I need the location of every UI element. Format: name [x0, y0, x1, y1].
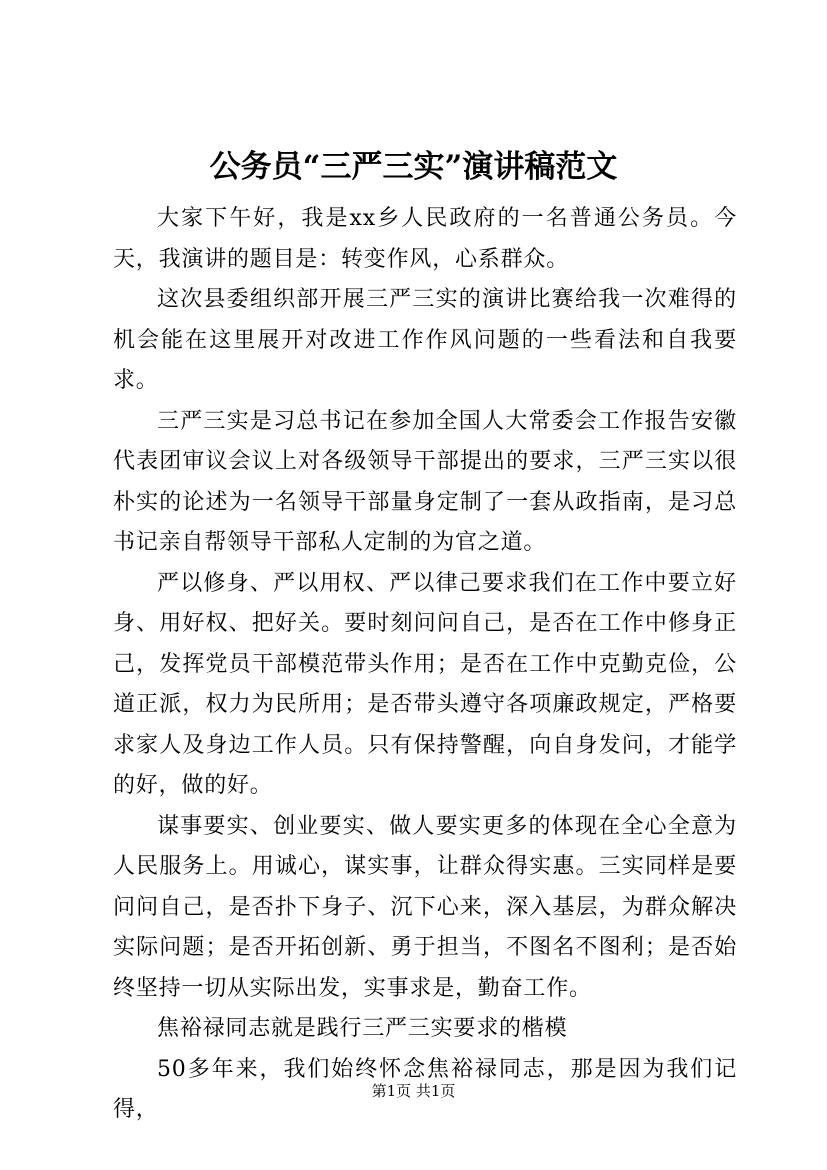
paragraph-1: 大家下午好，我是xx乡人民政府的一名普通公务员。今天，我演讲的题目是：转变作风，心系群众。: [113, 206, 737, 272]
paragraph-7: 50多年来，我们始终怀念焦裕禄同志，那是因为我们记得，: [113, 1056, 737, 1122]
paragraph-5: 谋事要实、创业要实、做人要实更多的体现在全心全意为人民服务上。用诚心，谋实事，让群众得实惠。三实同样是要问问自己，是否扑下身子、沉下心来，深入基层，为群众解决实际问题；是否开拓创新、勇于担当，不图名不图利；是否始终坚持一切从实际出发，实事求是，勤奋工作。: [113, 813, 737, 1001]
paragraph-3: 三严三实是习总书记在参加全国人大常委会工作报告安徽代表团审议会议上对各级领导干部提出的要求，三严三实以很朴实的论述为一名领导干部量身定制了一套从政指南，是习总书记亲自帮领导干部私人定制的为官之道。: [113, 408, 737, 555]
paragraph-2: 这次县委组织部开展三严三实的演讲比赛给我一次难得的机会能在这里展开对改进工作作风问题的一些看法和自我要求。: [113, 287, 737, 393]
document-body: [113, 199, 737, 1131]
paragraph-6: 焦裕禄同志就是践行三严三实要求的楷模: [157, 1016, 568, 1041]
document-title: 公务员“三严三实”演讲稿范文: [209, 149, 618, 185]
paragraph-4: 严以修身、严以用权、严以律己要求我们在工作中要立好身、用好权、把好关。要时刻问问自己，是否在工作中修身正己，发挥党员干部模范带头作用；是否在工作中克勤克俭，公道正派，权力为民所用；是否带头遵守各项廉政规定，严格要求家人及身边工作人员。只有保持警醒，向自身发问，才能学的好，做的好。: [113, 570, 737, 798]
page-footer: 第1页 共1页: [371, 1082, 456, 1100]
